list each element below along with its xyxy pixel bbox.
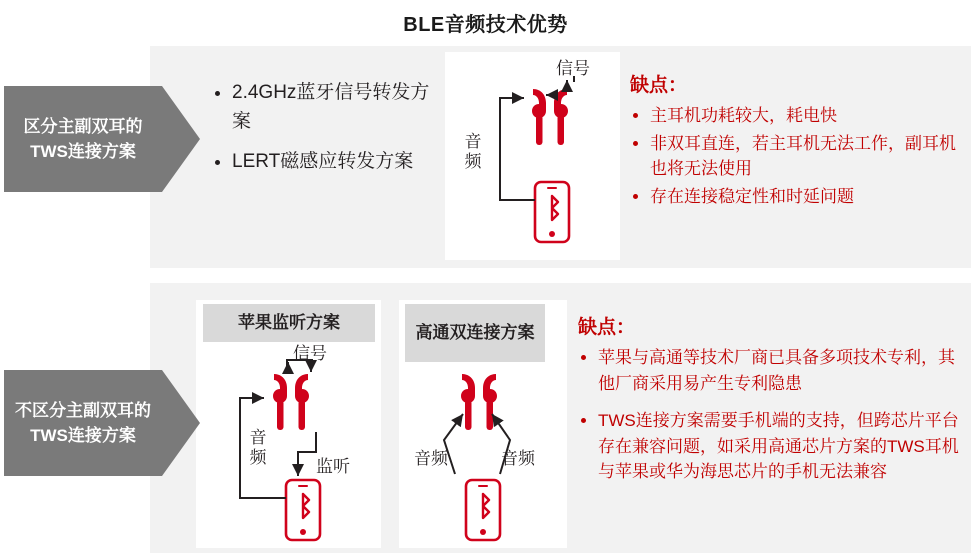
- top-solution-bullets: [210, 78, 430, 186]
- bl-diagram-signal-label: 信号: [293, 344, 327, 363]
- chip-qualcomm-dual-connect-solution: 高通双连接方案: [405, 304, 545, 362]
- top-diagram-signal-label: 信号: [556, 59, 590, 78]
- bottom-flaw-block: [578, 312, 963, 497]
- tab-label: 不区分主副双耳的TWS连接方案: [15, 400, 151, 445]
- tab-arrow-point: [162, 370, 200, 476]
- list-item: • 2.4GHz蓝牙信号转发方案: [232, 78, 430, 137]
- bm-diagram-audio-label-right: 音频: [501, 449, 535, 468]
- section-tab-no-primary-secondary: [4, 370, 200, 476]
- flaw-heading: 缺点：: [578, 317, 636, 338]
- tab-label: 区分主副双耳的TWS连接方案: [23, 116, 143, 161]
- list-item: • 非双耳直连，若主耳机无法工作，副耳机也将无法使用: [650, 131, 960, 182]
- top-diagram-audio-label: 音频: [464, 132, 482, 171]
- section-tab-primary-secondary: [4, 86, 200, 192]
- flaw-heading: 缺点：: [630, 75, 688, 96]
- list-item: • 存在连接稳定性和时延问题: [650, 184, 960, 210]
- list-item: • 苹果与高通等技术厂商已具备多项技术专利，其他厂商采用易产生专利隐患: [598, 345, 963, 396]
- list-item: • 主耳机功耗较大，耗电快: [650, 103, 960, 129]
- chip-apple-monitor-solution: 苹果监听方案: [203, 304, 375, 342]
- bl-diagram-audio-label: 音频: [249, 428, 267, 467]
- bm-diagram-audio-label-left: 音频: [414, 449, 448, 468]
- page-title: BLE音频技术优势: [403, 14, 568, 36]
- list-item: • TWS连接方案需要手机端的支持，但跨芯片平台存在兼容问题，如采用高通芯片方案的TWS耳机与苹果或华为海思芯片的手机无法兼容: [598, 408, 963, 485]
- tab-arrow-point: [162, 86, 200, 192]
- bl-diagram-monitor-label: 监听: [316, 457, 350, 476]
- list-item: • LERT磁感应转发方案: [232, 147, 430, 176]
- top-flaw-block: [630, 70, 960, 211]
